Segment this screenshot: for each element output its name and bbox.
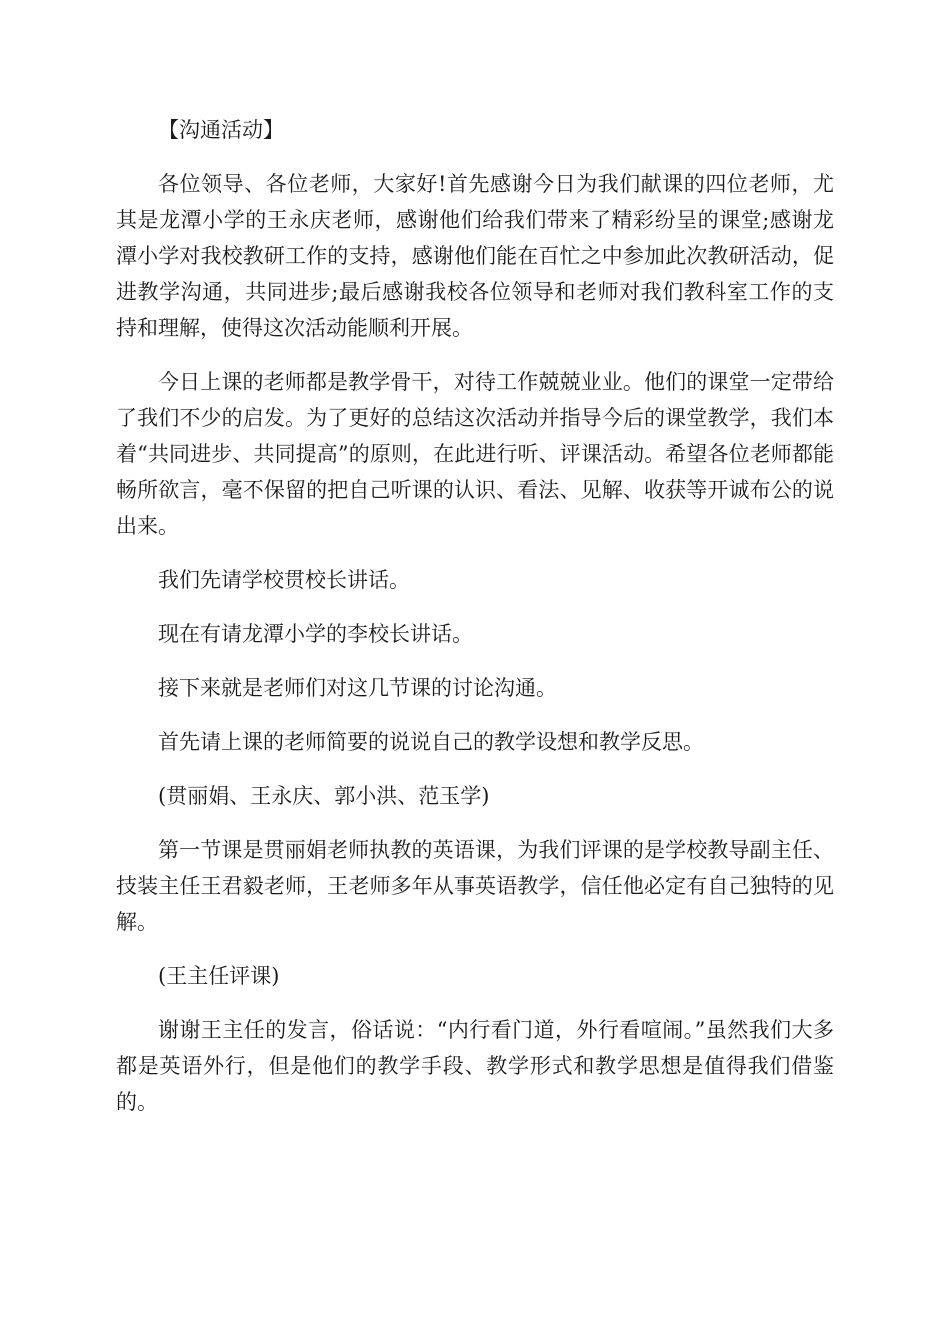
- paragraph-teacher-reflection: 首先请上课的老师简要的说说自己的教学设想和教学反思。: [158, 730, 704, 754]
- paragraph-director-review: (王主任评课): [158, 964, 280, 988]
- paragraph-guest-principal-speech: 现在有请龙潭小学的李校长讲话。: [158, 622, 473, 646]
- document-body: [116, 112, 834, 1138]
- paragraph-closing-thanks: 谢谢王主任的发言，俗话说：“内行看门道，外行看喧闹。”虽然我们大多都是英语外行，但是他们的教学手段、教学形式和教学思想是值得我们借鉴的。: [116, 1018, 834, 1114]
- paragraph-first-lesson: 第一节课是贯丽娟老师执教的英语课，为我们评课的是学校教导副主任、技装主任王君毅老师，王老师多年从事英语教学，信任他必定有自己独特的见解。: [116, 838, 834, 934]
- paragraph-discussion-intro: 接下来就是老师们对这几节课的讨论沟通。: [158, 676, 557, 700]
- paragraph-activity-purpose: 今日上课的老师都是教学骨干，对待工作兢兢业业。他们的课堂一定带给了我们不少的启发。为了更好的总结这次活动并指导今后的课堂教学，我们本着“共同进步、共同提高”的原则，在此进行听、评课活动。希望各位老师都能畅所欲言，毫不保留的把自己听课的认识、看法、见解、收获等开诚布公的说出来。: [116, 370, 834, 538]
- section-heading: 【沟通活动】: [158, 118, 284, 142]
- paragraph-teacher-list: (贯丽娟、王永庆、郭小洪、范玉学): [158, 784, 490, 808]
- paragraph-principal-speech: 我们先请学校贯校长讲话。: [158, 568, 410, 592]
- paragraph-opening-thanks: 各位领导、各位老师，大家好!首先感谢今日为我们献课的四位老师，尤其是龙潭小学的王永庆老师，感谢他们给我们带来了精彩纷呈的课堂;感谢龙潭小学对我校教研工作的支持，感谢他们能在百忙之中参加此次教研活动，促进教学沟通，共同进步;最后感谢我校各位领导和老师对我们教科室工作的支持和理解，使得这次活动能顺利开展。: [116, 172, 834, 340]
